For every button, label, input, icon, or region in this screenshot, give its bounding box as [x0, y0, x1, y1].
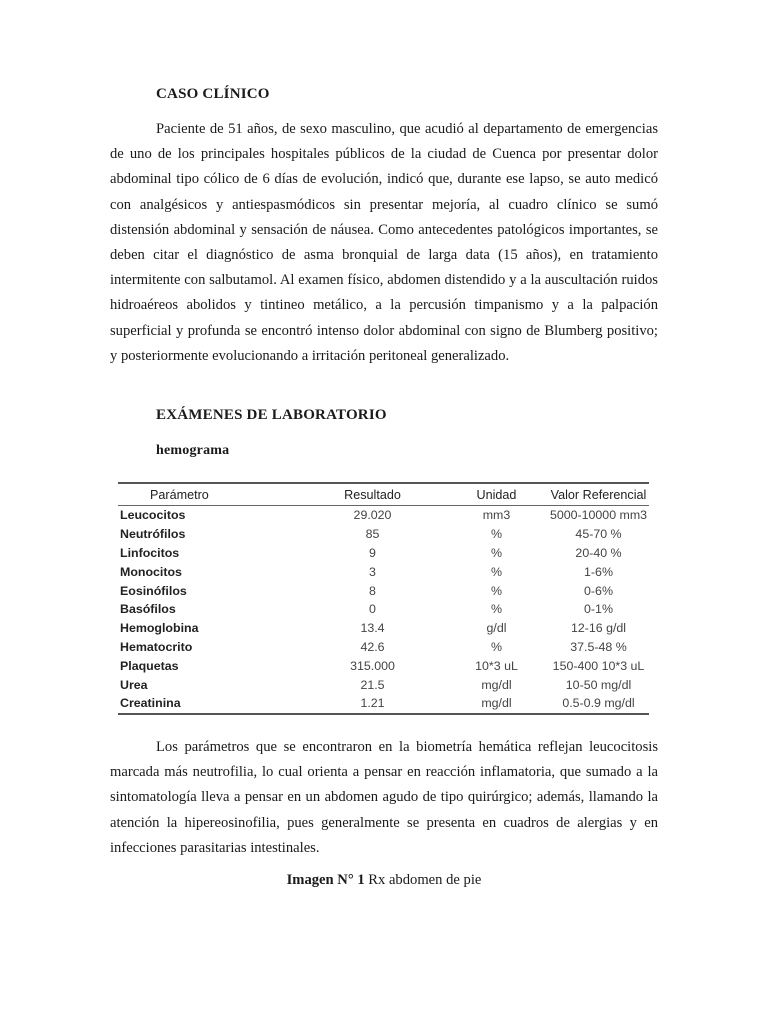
- table-row: [118, 675, 649, 694]
- caption-label: Imagen N° 1: [286, 872, 365, 888]
- case-heading: CASO CLÍNICO: [156, 86, 270, 102]
- table-row: [118, 619, 649, 638]
- cell-parameter: Creatinina: [118, 694, 300, 714]
- cell-unit: %: [490, 527, 503, 542]
- caption-text: Rx abdomen de pie: [364, 872, 482, 888]
- cell-reference: 0-6%: [584, 583, 613, 598]
- cell-result: 3: [369, 564, 376, 579]
- cell-reference: 5000-10000 mm3: [549, 508, 648, 523]
- cell-reference: 0.5-0.9 mg/dl: [548, 694, 649, 714]
- cell-reference: 10-50 mg/dl: [565, 677, 632, 692]
- cell-unit: %: [490, 639, 503, 654]
- table-row: [118, 694, 649, 714]
- cell-result: 0: [369, 602, 376, 617]
- cell-parameter: Basófilos: [120, 602, 176, 617]
- cell-result: 13.4: [360, 621, 385, 636]
- cell-reference: 150-400 10*3 uL: [552, 658, 645, 673]
- cell-unit: mg/dl: [481, 677, 512, 692]
- cell-parameter: Hemoglobina: [120, 621, 199, 636]
- cell-result: 9: [369, 545, 376, 560]
- cell-parameter: Linfocitos: [120, 545, 180, 560]
- analysis-paragraph-text: Los parámetros que se encontraron en la biometría hemática reflejan leucocitosis marcada más neutrofilia, lo cual orienta a pensar en reacción inflamatoria, que sumado a la sintomatología lleva a pensar en un abdomen agudo de tipo quirúrgico; además, llamando la atención la hipereosinofilia, pues generalmente se presenta en cuadros de alergias y en infecciones parasitarias intestinales.: [110, 739, 658, 856]
- cell-reference: 45-70 %: [575, 527, 622, 542]
- table-row: [118, 656, 649, 675]
- case-paragraph: [110, 117, 658, 369]
- cell-unit: 10*3 uL: [475, 658, 518, 673]
- cell-unit: mm3: [482, 508, 511, 523]
- cell-parameter: Urea: [120, 677, 148, 692]
- table-row: [118, 506, 649, 525]
- table-row: [118, 562, 649, 581]
- cell-parameter: Leucocitos: [120, 508, 186, 523]
- image-caption: [0, 872, 768, 889]
- case-paragraph-text: Paciente de 51 años, de sexo masculino, que acudió al departamento de emergencias de uno de los principales hospitales públicos de la ciudad de Cuenca por presentar dolor abdominal tipo cólico de 6 días de evolución, indicó que, durante ese lapso, se auto medicó con analgésicos y antiespasmódicos sin presentar mejoría, al cuadro clínico se sumó distensión abdominal y sensación de náusea. Como antecedentes patológicos importantes, se deben citar el diagnóstico de asma bronquial de larga data (15 años), en tratamiento intermitente con salbutamol. Al examen físico, abdomen distendido y a la auscultación ruidos hidroaéreos abolidos y tintineo metálico, a la percusión timpanismo y a la palpación superficial y profunda se encontró intenso dolor abdominal con signo de Blumberg positivo; y posteriormente evolucionando a irritación peritoneal generalizado.: [110, 121, 658, 364]
- table-body: [118, 506, 649, 714]
- table-row: [118, 638, 649, 657]
- cell-reference: 0-1%: [584, 602, 613, 617]
- column-header-reference: Valor Referencial: [548, 483, 649, 506]
- lab-heading: EXÁMENES DE LABORATORIO: [156, 407, 387, 423]
- cell-unit: %: [490, 545, 503, 560]
- cell-parameter: Plaquetas: [120, 658, 179, 673]
- cell-reference: 37.5-48 %: [570, 639, 627, 654]
- table-row: [118, 544, 649, 563]
- column-header-unit: Unidad: [445, 483, 548, 506]
- cell-result: 1.21: [300, 694, 445, 714]
- cell-parameter: Monocitos: [120, 564, 182, 579]
- table-row: [118, 525, 649, 544]
- cell-result: 42.6: [360, 639, 385, 654]
- table-row: [118, 581, 649, 600]
- cell-result: 21.5: [360, 677, 385, 692]
- cell-result: 8: [369, 583, 376, 598]
- hemogram-subheading: hemograma: [156, 443, 230, 458]
- table-row: [118, 600, 649, 619]
- cell-unit: mg/dl: [445, 694, 548, 714]
- cell-reference: 1-6%: [584, 564, 613, 579]
- hemogram-table: [118, 482, 649, 715]
- cell-parameter: Hematocrito: [120, 639, 193, 654]
- cell-result: 85: [365, 527, 380, 542]
- column-header-result: Resultado: [300, 483, 445, 506]
- cell-result: 29.020: [353, 508, 392, 523]
- cell-unit: %: [490, 564, 503, 579]
- table-header-row: [118, 483, 649, 506]
- cell-result: 315.000: [350, 658, 395, 673]
- cell-parameter: Eosinófilos: [120, 583, 187, 598]
- cell-parameter: Neutrófilos: [120, 527, 186, 542]
- cell-unit: %: [490, 583, 503, 598]
- column-header-parameter: Parámetro: [118, 483, 300, 506]
- analysis-paragraph: [110, 735, 658, 861]
- cell-reference: 20-40 %: [575, 545, 622, 560]
- cell-reference: 12-16 g/dl: [570, 621, 627, 636]
- cell-unit: %: [490, 602, 503, 617]
- cell-unit: g/dl: [486, 621, 507, 636]
